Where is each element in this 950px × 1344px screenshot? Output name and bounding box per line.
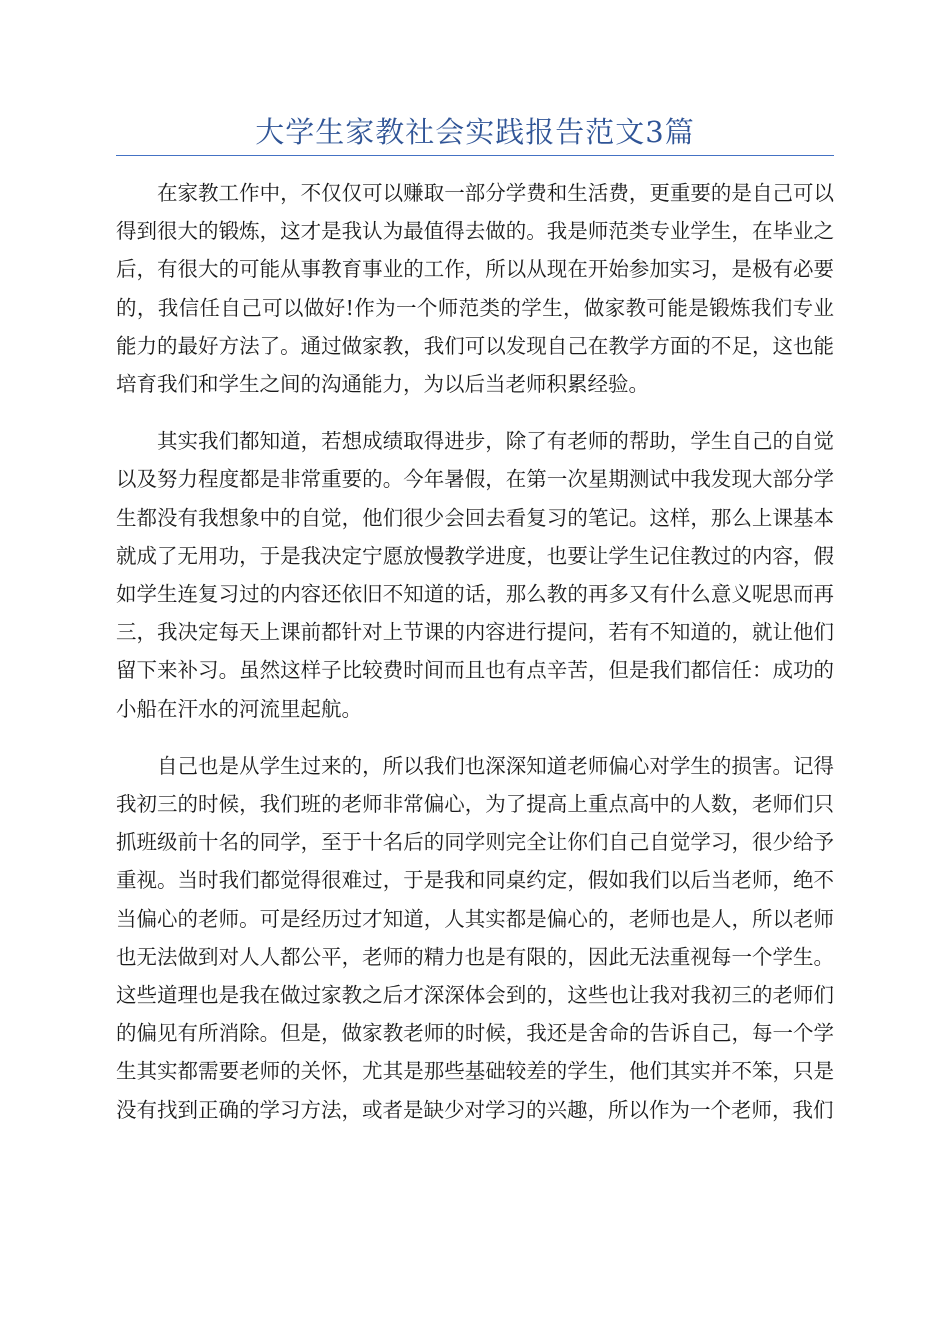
paragraph-2: 其实我们都知道，若想成绩取得进步，除了有老师的帮助，学生自己的自觉以及努力程度都是非常重要的。今年暑假，在第一次星期测试中我发现大部分学生都没有我想象中的自觉，他们很少会回去看复习的笔记。这样，那么上课基本就成了无用功，于是我决定宁愿放慢教学进度，也要让学生记住教过的内容，假如学生连复习过的内容还依旧不知道的话，那么教的再多又有什么意义呢思而再三，我决定每天上课前都针对上节课的内容进行提问，若有不知道的，就让他们留下来补习。虽然这样子比较费时间而且也有点辛苦，但是我们都信任：成功的小船在汗水的河流里起航。 [116,429,834,721]
document-body [116,174,834,1148]
title-underline [116,155,834,156]
document-title: 大学生家教社会实践报告范文3篇 [255,115,695,149]
paragraph-1: 在家教工作中，不仅仅可以赚取一部分学费和生活费，更重要的是自己可以得到很大的锻炼，这才是我认为最值得去做的。我是师范类专业学生，在毕业之后，有很大的可能从事教育事业的工作，所以从现在开始参加实习，是极有必要的，我信任自己可以做好!作为一个师范类的学生，做家教可能是锻炼我们专业能力的最好方法了。通过做家教，我们可以发现自己在教学方面的不足，这也能培育我们和学生之间的沟通能力，为以后当老师积累经验。 [116,181,834,397]
paragraph-3: 自己也是从学生过来的，所以我们也深深知道老师偏心对学生的损害。记得我初三的时候，我们班的老师非常偏心，为了提高上重点高中的人数，老师们只抓班级前十名的同学，至于十名后的同学则完全让你们自己自觉学习，很少给予重视。当时我们都觉得很难过，于是我和同桌约定，假如我们以后当老师，绝不当偏心的老师。可是经历过才知道，人其实都是偏心的，老师也是人，所以老师也无法做到对人人都公平，老师的精力也是有限的，因此无法重视每一个学生。这些道理也是我在做过家教之后才深深体会到的，这些也让我对我初三的老师们的偏见有所消除。但是，做家教老师的时候，我还是舍命的告诉自己，每一个学生其实都需要老师的关怀，尤其是那些基础较差的学生，他们其实并不笨，只是没有找到正确的学习方法，或者是缺少对学习的兴趣，所以作为一个老师，我们 [116,753,834,1122]
